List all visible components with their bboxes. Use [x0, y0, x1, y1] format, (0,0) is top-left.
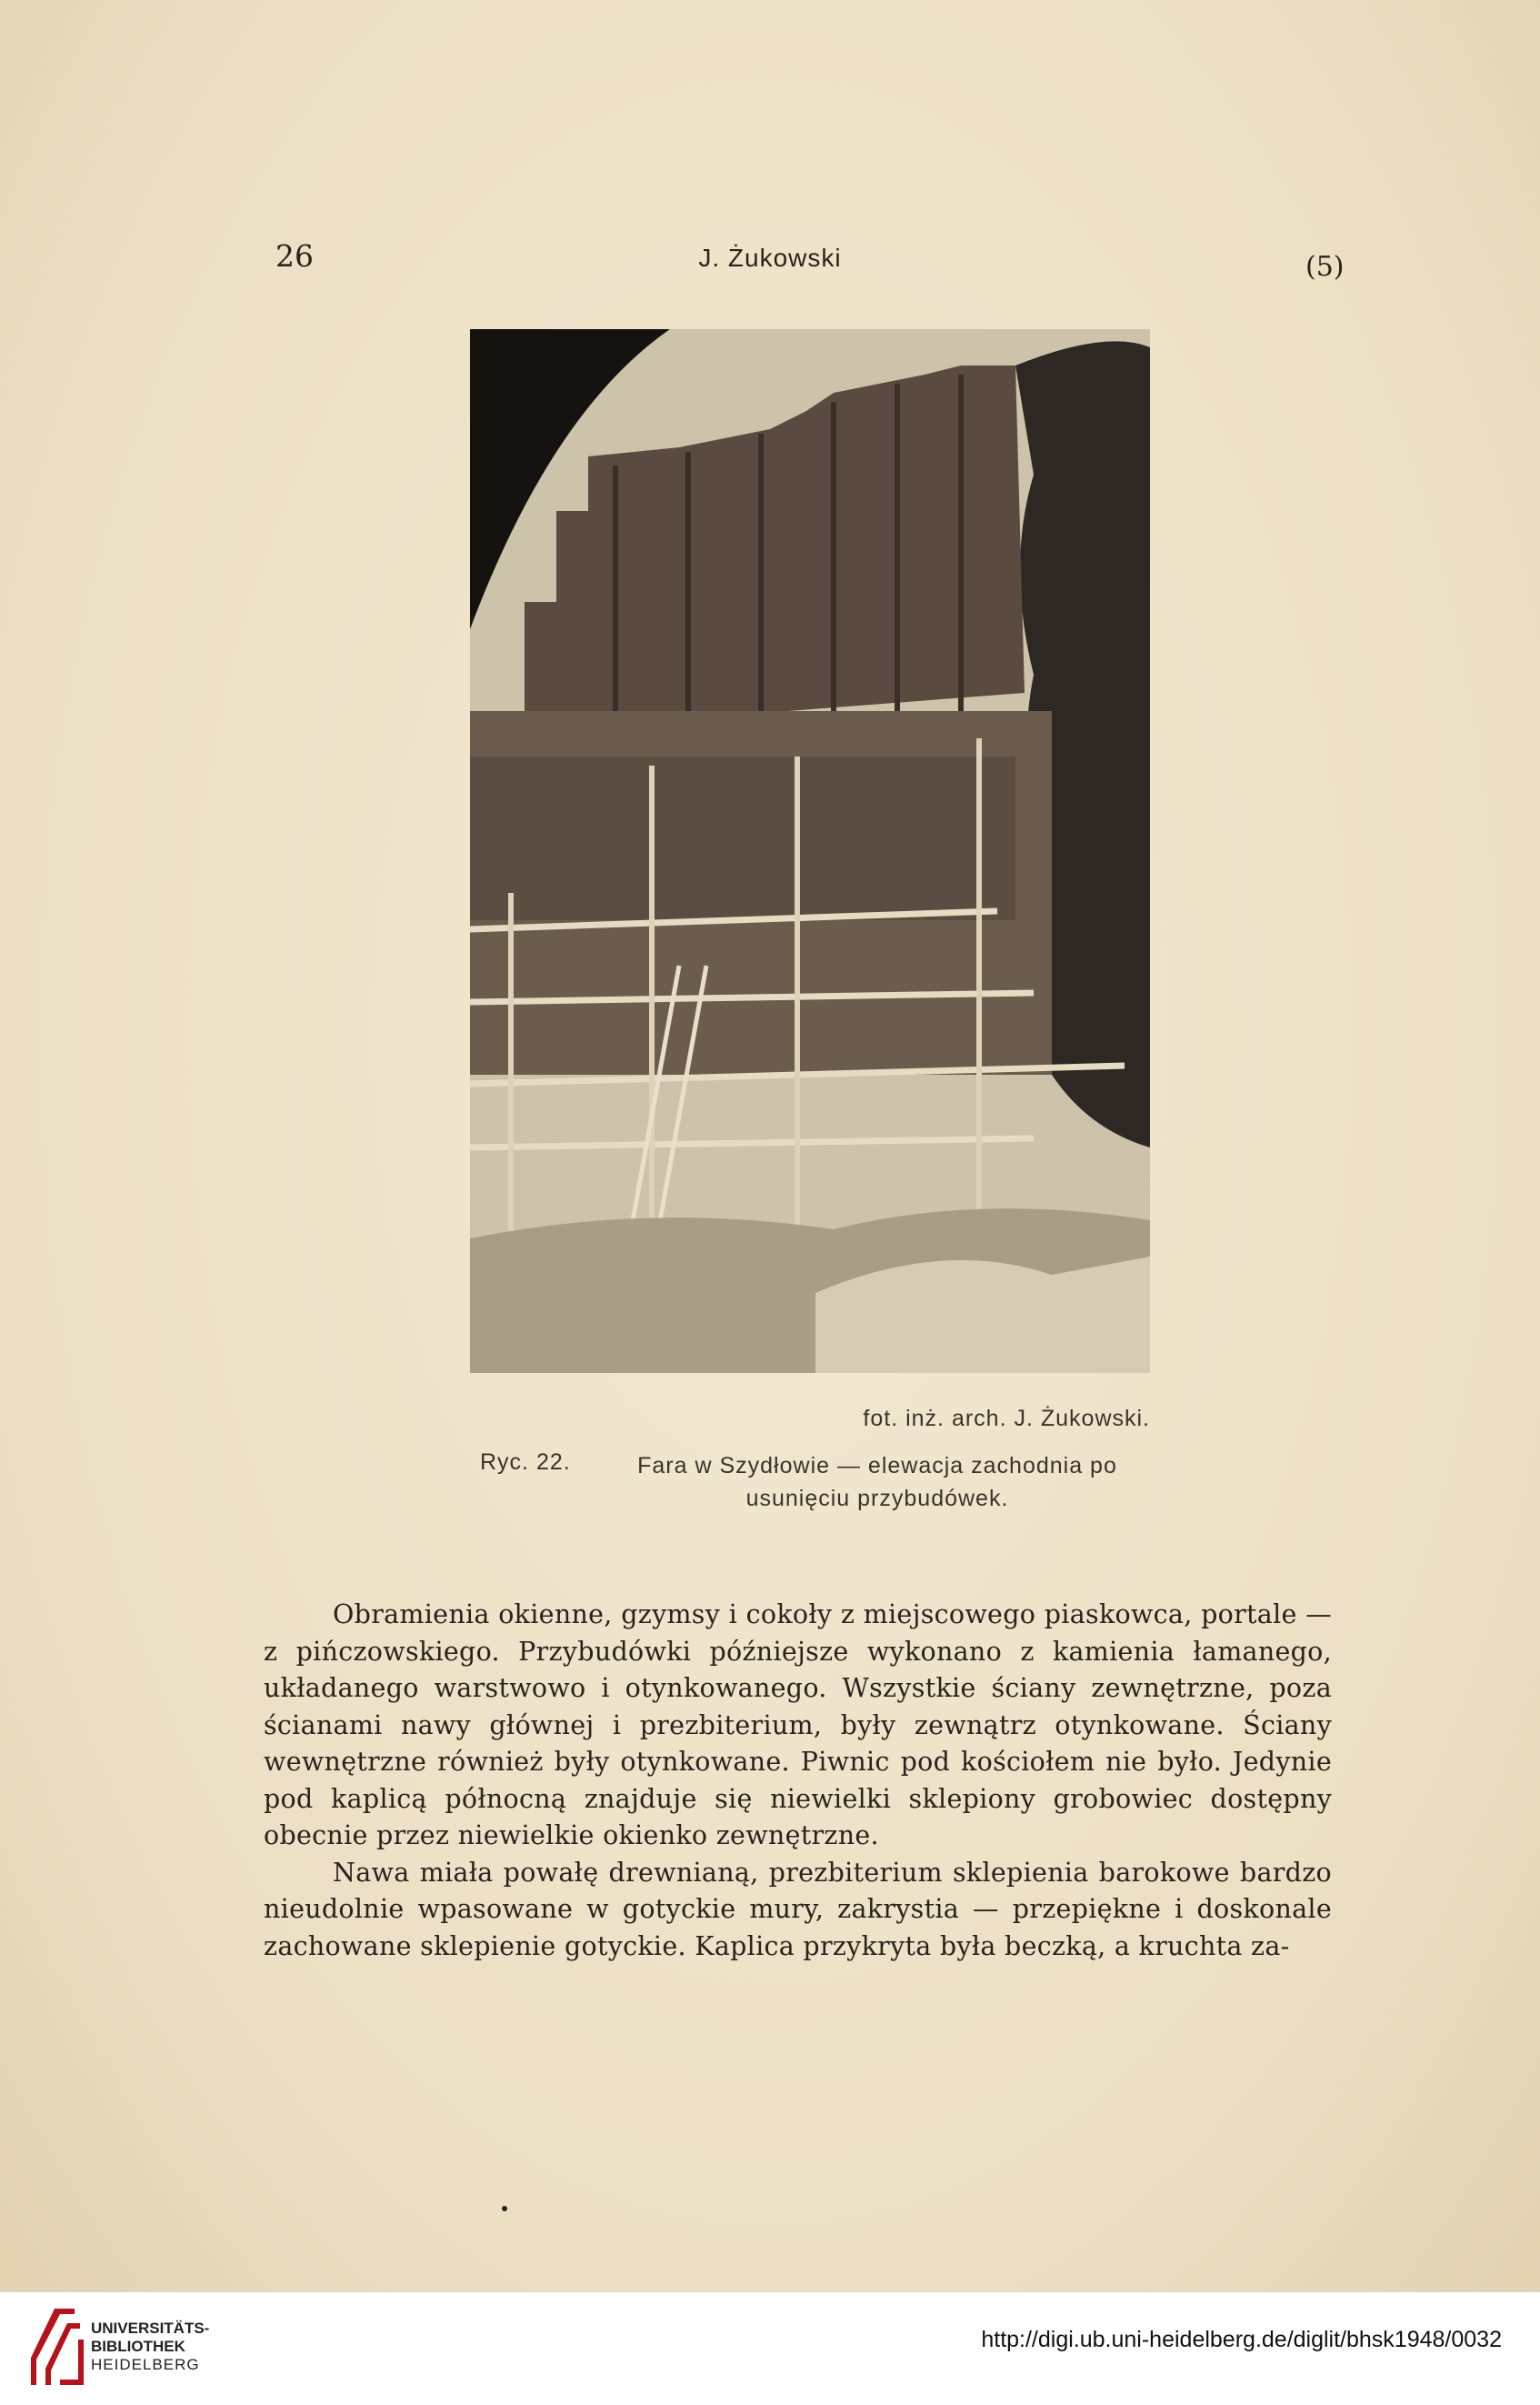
paragraph: Obramienia okienne, gzymsy i cokoły z miejscowego piaskowca, portale — z pińczowskiego. Przybudówki późniejsze wykonano z kamienia łamanego, układanego warstwowo i otynkowanego. Wszystkie ściany zewnętrzne, poza ścianami nawy głównej i prezbiterium, były zewnątrz otynkowane. Ściany wewnętrzne również były otynkowane. Piwnic pod kościołem nie było. Jedynie pod kaplicą północną znajduje się niewielki sklepiony grobowiec dostępny obecnie przez niewielkie okienko zewnętrzne.	[264, 1599, 1332, 1850]
section-number: (5)	[1305, 251, 1345, 283]
library-name	[91, 2320, 209, 2374]
ink-dot	[502, 2206, 507, 2211]
photo-credit: fot. inż. arch. J. Żukowski.	[863, 1406, 1150, 1431]
caption-line-1: Fara w Szydłowie — elewacja zachodnia po	[637, 1453, 1117, 1478]
source-url-link[interactable]: http://digi.ub.uni-heidelberg.de/diglit/bhsk1948/0032	[981, 2327, 1502, 2352]
running-head	[0, 238, 1540, 284]
paragraph: Nawa miała powałę drewnianą, prezbiterium sklepienia barokowe bardzo nieudolnie wpasowane w gotyckie mury, zakrystia — przepiękne i doskonale zachowane sklepienie gotyckie. Kaplica przykryta była beczką, a kruchta za-	[264, 1857, 1332, 1961]
church-photograph	[470, 329, 1150, 1373]
library-name-line-1: UNIVERSITÄTS-	[91, 2320, 210, 2337]
running-title: J. Żukowski	[698, 244, 842, 272]
body-text	[264, 1597, 1332, 1965]
library-logo-icon	[27, 2305, 85, 2389]
digitization-footer	[0, 2291, 1540, 2405]
library-name-line-3: HEIDELBERG	[91, 2356, 200, 2373]
page-number: 26	[275, 238, 314, 274]
library-name-line-2: BIBLIOTHEK	[91, 2338, 185, 2355]
caption-line-2: usunięciu przybudówek.	[745, 1486, 1009, 1511]
figure-number: Ryc. 22.	[480, 1449, 571, 1475]
figure-caption-text	[605, 1449, 1150, 1515]
